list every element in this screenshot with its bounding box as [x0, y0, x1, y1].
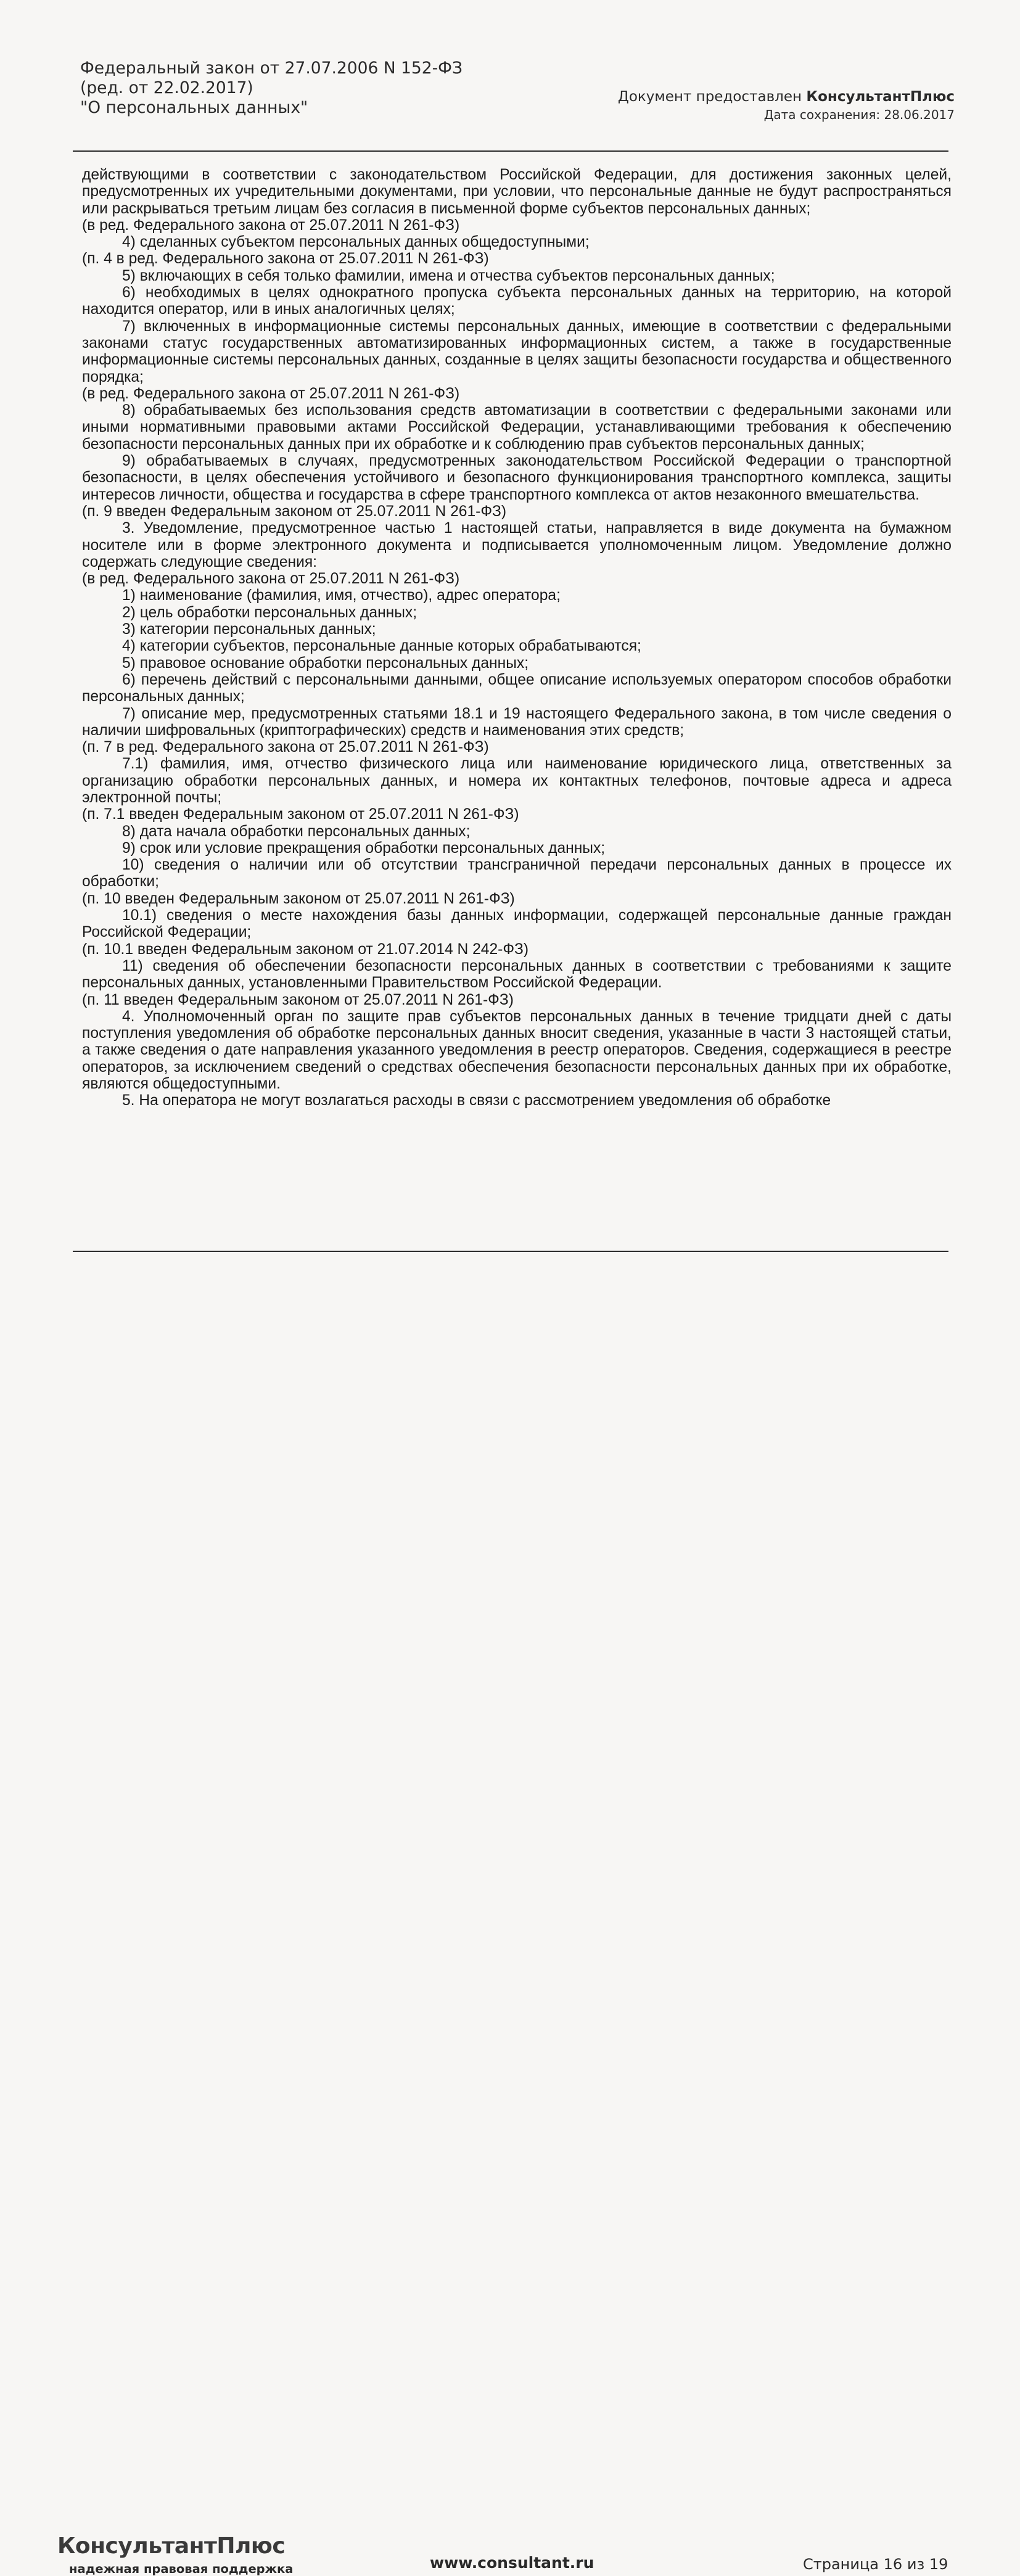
list-item: 7) описание мер, предусмотренных статьями 18.1 и 19 настоящего Федерального закона, в том числе сведения о наличии шифровальных (криптографических) средств и наименования этих средств; — [82, 705, 952, 739]
law-title: Федеральный закон от 27.07.2006 N 152-ФЗ — [80, 59, 463, 78]
list-item: 2) цель обработки персональных данных; — [122, 604, 417, 621]
footer-brand-logo: КонсультантПлюс — [57, 2533, 286, 2559]
amendment-note: (п. 10.1 введен Федеральным законом от 21.07.2014 N 242-ФЗ) — [82, 940, 529, 958]
header-divider — [73, 150, 948, 152]
amendment-note: (п. 9 введен Федеральным законом от 25.07.2011 N 261-ФЗ) — [82, 503, 507, 520]
paragraph: 3. Уведомление, предусмотренное частью 1 настоящей статьи, направляется в виде документа на бумажном носителе или в форме электронного документа и подписывается уполномоченным лицом. Уведомление должно содержать следующие сведения: — [82, 520, 952, 570]
list-item: 3) категории персональных данных; — [122, 621, 376, 638]
provided-by — [618, 88, 955, 106]
paragraph: 9) обрабатываемых в случаях, предусмотренных законодательством Российской Федерации о транспортной безопасности, в целях обеспечения устойчивого и безопасного функционирования транспортного комплекса, защиты интересов личности, общества и государства в сфере транспортного комплекса от актов незаконного вмешательства. — [82, 453, 952, 503]
law-reference — [80, 59, 463, 118]
page-total: 19 — [929, 2556, 948, 2573]
amendment-note: (в ред. Федерального закона от 25.07.2011 N 261-ФЗ) — [82, 570, 460, 588]
amendment-note: (п. 11 введен Федеральным законом от 25.07.2011 N 261-ФЗ) — [82, 991, 514, 1008]
provider-info — [618, 88, 955, 123]
paragraph: действующими в соответствии с законодательством Российской Федерации, для достижения законных целей, предусмотренных их учредительными документами, при условии, что персональные данные не будут распространяться или раскрываться третьим лицам без согласия в письменной форме субъектов персональных данных; — [82, 167, 952, 217]
page-number — [803, 2556, 948, 2573]
list-item: 6) перечень действий с персональными данными, общее описание используемых оператором способов обработки персональных данных; — [82, 671, 952, 706]
page-label: Страница — [803, 2556, 879, 2573]
amendment-note: (в ред. Федерального закона от 25.07.2011 N 261-ФЗ) — [82, 216, 460, 234]
list-item: 8) дата начала обработки персональных данных; — [122, 823, 471, 840]
paragraph: 6) необходимых в целях однократного пропуска субъекта персональных данных на территорию, на которой находится оператор, или в иных аналогичных целях; — [82, 284, 952, 318]
paragraph: 4. Уполномоченный орган по защите прав субъектов персональных данных в течение тридцати дней с даты поступления уведомления об обработке персональных данных вносит сведения, указанные в части 3 настоящей статьи, а также сведения о дате направления указанного уведомления в реестр операторов. Сведения, содержащиеся в реестре операторов, за исключением сведений о средствах обеспечения безопасности персональных данных при их обработке, являются общедоступными. — [82, 1008, 952, 1093]
provided-brand: КонсультантПлюс — [806, 89, 955, 105]
footer-tagline: надежная правовая поддержка — [69, 2562, 294, 2576]
list-item: 1) наименование (фамилия, имя, отчество), адрес оператора; — [122, 587, 561, 604]
law-edition: (ред. от 22.02.2017) — [80, 78, 253, 97]
list-item: 7.1) фамилия, имя, отчество физического лица или наименование юридического лица, ответственных за организацию обработки персональных данных, и номера их контактных телефонов, почтовые адреса и адреса электронной почты; — [82, 755, 952, 806]
list-item: 4) категории субъектов, персональные данные которых обрабатываются; — [122, 638, 641, 655]
paragraph: 7) включенных в информационные системы персональных данных, имеющие в соответствии с федеральными законами статус государственных автоматизированных информационных систем, а также в государственные информационные системы персональных данных, созданные в целях защиты безопасности государства и общественного порядка; — [82, 318, 952, 385]
amendment-note: (п. 4 в ред. Федерального закона от 25.07.2011 N 261-ФЗ) — [82, 250, 489, 268]
list-item: 9) срок или условие прекращения обработки персональных данных; — [122, 839, 606, 857]
paragraph: 5. На оператора не могут возлагаться расходы в связи с рассмотрением уведомления об обработке — [122, 1092, 831, 1109]
footer-divider — [73, 1251, 948, 1252]
provided-prefix: Документ предоставлен — [617, 89, 807, 105]
amendment-note: (п. 7 в ред. Федерального закона от 25.07.2011 N 261-ФЗ) — [82, 739, 489, 756]
paragraph: 5) включающих в себя только фамилии, имена и отчества субъектов персональных данных; — [122, 267, 775, 284]
amendment-note: (в ред. Федерального закона от 25.07.2011 N 261-ФЗ) — [82, 385, 460, 402]
page-of: из — [907, 2556, 925, 2573]
page-current: 16 — [883, 2556, 903, 2573]
list-item: 10) сведения о наличии или об отсутствии трансграничной передачи персональных данных в процессе их обработки; — [82, 857, 952, 891]
amendment-note: (п. 7.1 введен Федеральным законом от 25.07.2011 N 261-ФЗ) — [82, 806, 519, 823]
law-name: "О персональных данных" — [80, 98, 308, 117]
list-item: 11) сведения об обеспечении безопасности персональных данных в соответствии с требованиями к защите персональных данных, установленными Правительством Российской Федерации. — [82, 957, 952, 992]
page-footer — [0, 1258, 1020, 2576]
footer-website: www.consultant.ru — [430, 2554, 594, 2572]
list-item: 5) правовое основание обработки персональных данных; — [122, 654, 529, 672]
saved-date: Дата сохранения: 28.06.2017 — [763, 107, 955, 122]
amendment-note: (п. 10 введен Федеральным законом от 25.07.2011 N 261-ФЗ) — [82, 890, 515, 907]
list-item: 10.1) сведения о месте нахождения базы данных информации, содержащей персональные данные граждан Российской Федерации; — [82, 907, 952, 941]
page-header — [0, 0, 1020, 154]
paragraph: 8) обрабатываемых без использования средств автоматизации в соответствии с федеральными законами или иными нормативными правовыми актами Российской Федерации, устанавливающими требования к обеспечению безопасности персональных данных при их обработке и к соблюдению прав субъектов персональных данных; — [82, 402, 952, 453]
paragraph: 4) сделанных субъектом персональных данных общедоступными; — [122, 234, 590, 251]
document-body — [82, 167, 952, 1109]
